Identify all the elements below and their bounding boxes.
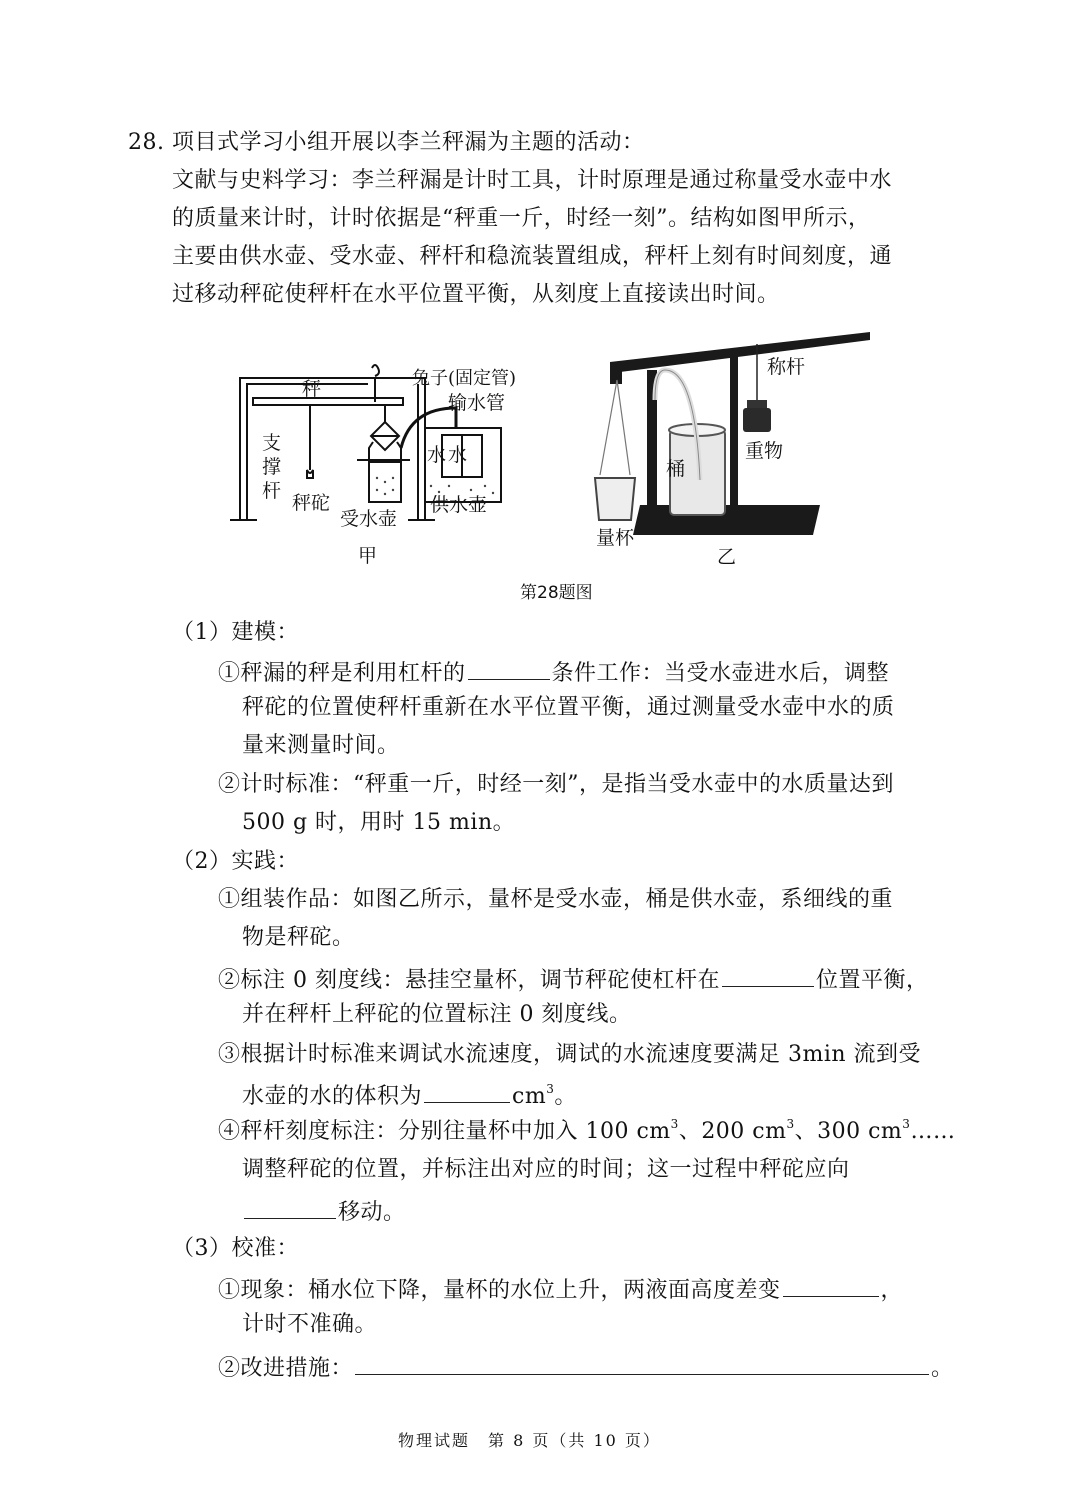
part3-item1-line <box>218 1272 903 1306</box>
answer-blank[interactable] <box>424 1078 510 1103</box>
question-paragraph-line: 主要由供水壶、受水壶、秤杆和稳流装置组成，秤杆上刻有时间刻度，通 <box>172 244 893 269</box>
answer-blank[interactable] <box>722 962 814 987</box>
part2-item4-line <box>218 1117 955 1147</box>
label-chengtuo: 秤砣 <box>292 492 331 514</box>
label-zhichenggan-3: 杆 <box>262 480 282 502</box>
part3-item2-text: ②改进措施： <box>218 1356 354 1381</box>
question-intro: 项目式学习小组开展以李兰秤漏为主题的活动： <box>172 130 645 155</box>
part2-item1-line: ①组装作品：如图乙所示，量杯是受水壶，桶是供水壶，系细线的重 <box>218 887 894 912</box>
part2-item4-line <box>242 1194 406 1228</box>
part2-item4-text: 、300 cm <box>794 1119 903 1144</box>
label-zhichenggan-1: 支 <box>262 432 282 454</box>
part1-item1-line: 量来测量时间。 <box>242 733 400 758</box>
label-shushuiguan: 输水管 <box>448 392 506 414</box>
question-number: 28. <box>128 130 165 155</box>
label-shoushuihu: 受水壶 <box>340 508 398 530</box>
part1-item1-text: ①秤漏的秤是利用杠杆的 <box>218 661 466 686</box>
part2-item2-line: 并在秤杆上秤砣的位置标注 0 刻度线。 <box>242 1002 632 1027</box>
part3-item2-line <box>218 1350 954 1384</box>
page-footer: 物理试题 第 8 页（共 10 页） <box>398 1431 661 1450</box>
part2-item4-line: 调整秤砣的位置，并标注出对应的时间；这一过程中秤砣应向 <box>242 1157 850 1182</box>
part1-item2-line: 500 g 时，用时 15 min。 <box>242 810 516 835</box>
question-paragraph-line: 过移动秤砣使秤杆在水平位置平衡，从刻度上直接读出时间。 <box>172 282 780 307</box>
part3-title: （3）校准： <box>172 1236 299 1261</box>
label-zhongwu: 重物 <box>745 440 784 462</box>
part1-item1-line <box>218 655 889 689</box>
part2-item3-line <box>242 1078 577 1112</box>
label-zhichenggan-2: 撑 <box>262 456 282 478</box>
part2-item2-text: ②标注 0 刻度线：悬挂空量杯，调节秤砣使杠杆在 <box>218 968 720 993</box>
part3-item1-line: 计时不准确。 <box>242 1312 378 1337</box>
label-gongshuihu: 供水壶 <box>430 494 488 516</box>
unit-superscript: 3 <box>670 1117 679 1131</box>
part2-item3-text: 水壶的水的体积为 <box>242 1084 423 1109</box>
label-liangbei: 量杯 <box>596 527 635 549</box>
label-tong: 桶 <box>666 458 686 480</box>
answer-blank-long[interactable] <box>355 1350 929 1375</box>
unit-superscript: 3 <box>786 1117 795 1131</box>
part3-item1-text: ， <box>880 1278 904 1303</box>
part2-item1-line: 物是秤砣。 <box>242 925 355 950</box>
part1-item1-line: 秤砣的位置使秤杆重新在水平位置平衡，通过测量受水壶中水的质 <box>242 695 895 720</box>
answer-blank[interactable] <box>244 1194 336 1219</box>
part2-item4-text: …… <box>910 1119 956 1144</box>
part1-item2-line: ②计时标准：“秤重一斤，时经一刻”，是指当受水壶中的水质量达到 <box>218 772 894 797</box>
question-paragraph-line: 的质量来计时，计时依据是“秤重一斤，时经一刻”。结构如图甲所示， <box>172 206 871 231</box>
part2-item4-text: 、200 cm <box>678 1119 787 1144</box>
part2-item2-text: 位置平衡， <box>816 968 929 993</box>
part3-item2-text: 。 <box>931 1356 954 1381</box>
answer-blank[interactable] <box>783 1272 879 1297</box>
part2-item3-line: ③根据计时标准来调试水流速度，调试的水流速度要满足 3min 流到受 <box>218 1042 922 1067</box>
part2-item2-line <box>218 962 929 996</box>
label-shui-2: 水 <box>448 444 468 466</box>
label-tuzi: 兔子(固定管) <box>412 368 517 389</box>
part2-title: （2）实践： <box>172 849 299 874</box>
part2-item4-text: ④秤杆刻度标注：分别往量杯中加入 100 cm <box>218 1119 671 1144</box>
part1-item1-text: 条件工作：当受水壶进水后，调整 <box>551 661 890 686</box>
unit-superscript: 3 <box>546 1082 555 1096</box>
part3-item1-text: ①现象：桶水位下降，量杯的水位上升，两液面高度差变 <box>218 1278 781 1303</box>
figure-caption: 第28题图 <box>520 583 593 603</box>
part2-item4-text: 移动。 <box>338 1200 406 1225</box>
answer-blank[interactable] <box>468 655 550 680</box>
figure-yi-photo <box>585 330 885 545</box>
label-figure-jia: 甲 <box>358 545 378 567</box>
question-paragraph-line: 文献与史料学习：李兰秤漏是计时工具，计时原理是通过称量受水壶中水 <box>172 168 893 193</box>
unit-superscript: 3 <box>902 1117 911 1131</box>
label-chenggan: 称杆 <box>767 356 806 378</box>
part2-item3-end: 。 <box>554 1084 577 1109</box>
part1-title: （1）建模： <box>172 620 299 645</box>
label-shui-1: 水 <box>427 444 447 466</box>
label-figure-yi: 乙 <box>717 546 737 568</box>
label-cheng: 秤 <box>302 378 322 400</box>
unit-cm: cm <box>512 1084 547 1109</box>
